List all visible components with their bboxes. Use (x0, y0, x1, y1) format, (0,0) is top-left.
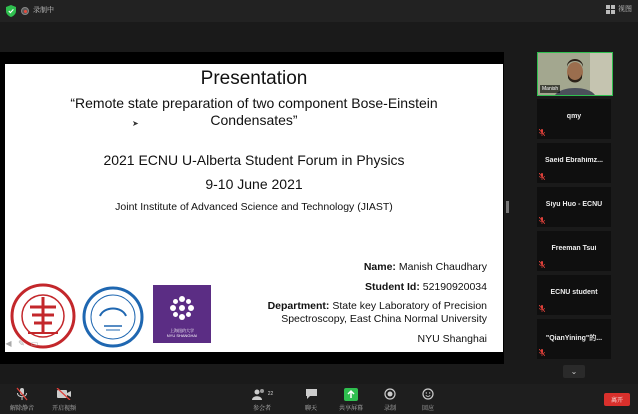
participants-button[interactable] (242, 387, 282, 412)
mic-muted-icon (539, 173, 545, 180)
mic-muted-icon (539, 305, 545, 312)
unmute-label: 解除静音 (9, 406, 34, 412)
mic-muted-icon (539, 129, 545, 136)
name-value: Manish Chaudhary (398, 261, 487, 273)
slide-subtitle: “Remote state preparation of two component Bose-Einstein Condensates” (70, 95, 438, 128)
recording-icon (21, 7, 29, 15)
dept-value-2: Spectroscopy, East China Normal University (281, 313, 487, 325)
back-arrow-icon[interactable]: ◀ (5, 339, 12, 348)
participant-name: qmy (566, 113, 582, 120)
participant-tile[interactable] (537, 275, 611, 315)
smiley-icon (422, 388, 434, 400)
start-video-label: 开启视频 (51, 406, 76, 412)
participant-tile[interactable] (537, 99, 611, 139)
record-label: 录制 (383, 406, 396, 412)
record-button[interactable] (370, 387, 410, 412)
record-icon (384, 388, 396, 400)
mic-muted-icon (16, 387, 28, 401)
start-video-button[interactable] (44, 387, 84, 412)
chat-label: 聊天 (304, 406, 317, 412)
affiliation: NYU Shanghai (417, 333, 487, 345)
slide-dept-line (268, 300, 487, 313)
mic-muted-icon (539, 261, 545, 268)
share-screen-icon (344, 388, 358, 401)
view-button[interactable] (606, 4, 632, 14)
name-label: Name: (363, 261, 396, 273)
participant-tile[interactable] (537, 143, 611, 183)
participant-video-tile[interactable] (537, 52, 613, 96)
lps-logo (82, 286, 144, 348)
slide-forum: 2021 ECNU U-Alberta Student Forum in Physics (103, 152, 405, 168)
slide-affiliation (418, 333, 487, 346)
nyu-torch-icon (167, 293, 197, 323)
slide-controls (4, 339, 39, 348)
chevron-down-icon[interactable]: ⌄ (563, 365, 585, 378)
grid-view-icon (606, 5, 615, 14)
shared-screen (0, 52, 504, 364)
panel-resize-handle[interactable] (506, 201, 509, 213)
slide-dept-line-2 (281, 313, 487, 326)
slides-icon[interactable]: ▭ (30, 339, 39, 348)
share-screen-label: 共享屏幕 (338, 406, 363, 412)
reactions-button[interactable] (408, 387, 448, 412)
participants-label: 参会者 (252, 406, 271, 412)
mouse-cursor-icon: ➤ (132, 119, 139, 128)
participant-name: "QianYining"的... (545, 335, 603, 342)
video-name-label: Manish (542, 86, 559, 92)
slide-title: Presentation (200, 68, 308, 89)
id-label: Student Id: (365, 281, 420, 293)
mic-muted-icon (539, 217, 545, 224)
presentation-slide (5, 64, 503, 352)
participant-name: Saeid Ebrahimz... (545, 157, 603, 164)
leave-button[interactable]: 离开 (604, 393, 630, 406)
meeting-toolbar (0, 384, 638, 414)
recording-label: 录制中 (33, 7, 54, 14)
participant-tile[interactable] (537, 319, 611, 359)
shield-icon[interactable] (6, 5, 16, 17)
unmute-button[interactable] (2, 387, 42, 412)
participant-tile[interactable] (537, 187, 611, 227)
nyu-logo-en: NYU SHANGHAI (166, 333, 198, 338)
slide-date: 9-10 June 2021 (205, 176, 303, 192)
share-screen-button[interactable] (331, 387, 371, 412)
participants-count: 22 (267, 391, 274, 397)
chat-icon (305, 388, 318, 400)
participants-icon (251, 388, 267, 400)
top-bar (0, 0, 638, 22)
dept-label: Department: (267, 300, 330, 312)
mic-muted-icon (539, 349, 545, 356)
participant-name: Siyu Huo - ECNU (545, 201, 603, 208)
nyu-logo-text (153, 328, 211, 338)
pen-icon[interactable]: ✎ (18, 339, 25, 348)
participant-name: Freeman Tsui (551, 245, 597, 252)
video-off-icon (56, 388, 72, 400)
view-label: 视图 (618, 6, 632, 13)
chat-button[interactable] (291, 387, 331, 412)
slide-institute: Joint Institute of Advanced Science and Technology (JIAST) (115, 201, 393, 213)
participant-name: ECNU student (550, 289, 598, 296)
dept-value-1: State key Laboratory of Precision (332, 300, 487, 312)
nyu-shanghai-logo (153, 285, 211, 343)
slide-name-line (364, 261, 487, 274)
participant-tile[interactable] (537, 231, 611, 271)
nyu-logo-cn: 上海纽约大学 (170, 328, 194, 333)
id-value: 52190920034 (422, 281, 487, 293)
reactions-label: 回应 (421, 406, 434, 412)
slide-id-line (365, 281, 487, 294)
